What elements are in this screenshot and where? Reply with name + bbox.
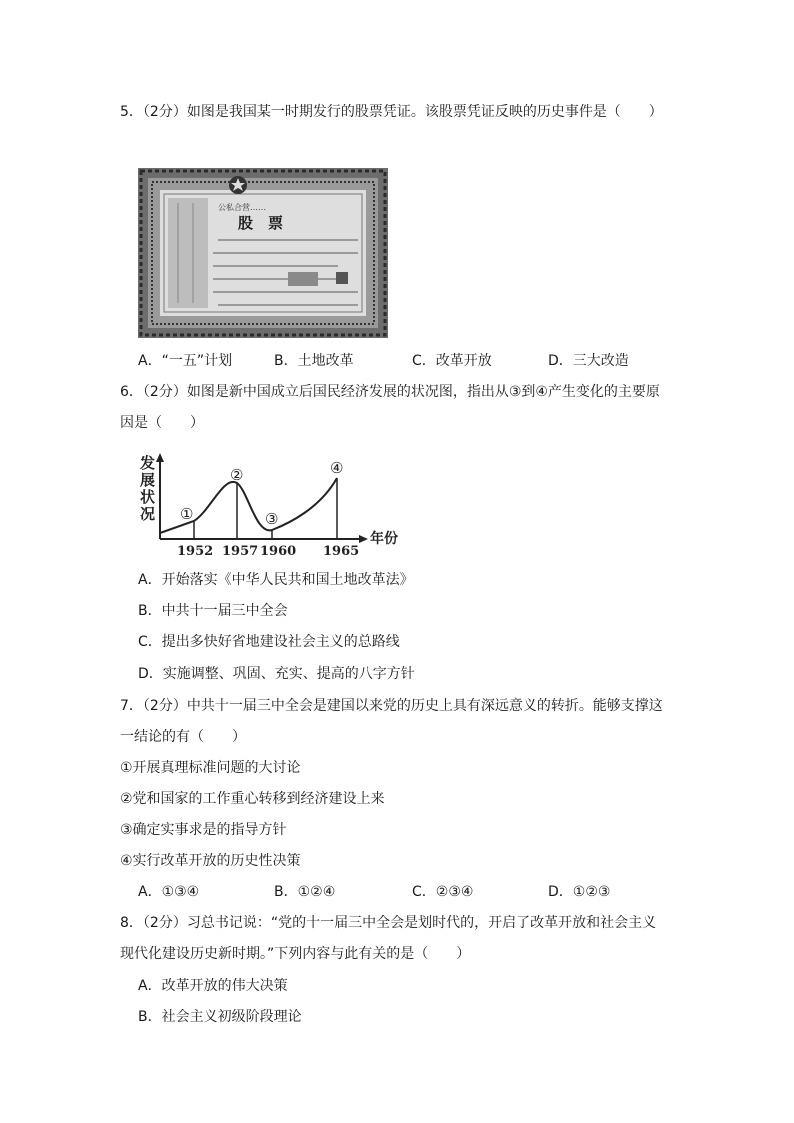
q7-item-2: ②党和国家的工作重心转移到经济建设上来 <box>120 791 385 807</box>
q8-stem-line2: 现代化建设历史新时期。”下列内容与此有关的是（ ） <box>120 946 471 962</box>
q5-option-c[interactable]: C．改革开放 <box>412 353 492 369</box>
q7-option-d[interactable]: D．①②③ <box>548 884 611 900</box>
q7-item-4: ④实行改革开放的历史性决策 <box>120 853 301 869</box>
q5-option-a[interactable]: A．“一五”计划 <box>138 353 233 369</box>
point-label-2: ② <box>230 466 244 484</box>
q7-item-3: ③确定实事求是的指导方针 <box>120 822 287 838</box>
y-axis-arrow <box>156 453 164 462</box>
q7-option-c[interactable]: C．②③④ <box>412 884 474 900</box>
q5-stem: 5．（2分）如图是我国某一时期发行的股票凭证。该股票凭证反映的历史事件是（ ） <box>120 104 663 120</box>
y-label-1: 发 <box>140 454 156 472</box>
economic-development-graph <box>140 453 410 558</box>
year-tick-1957: 1957 <box>222 544 259 558</box>
y-label-4: 况 <box>140 505 156 523</box>
x-axis-label: 年份 <box>370 531 398 547</box>
q7-option-b[interactable]: B．①②④ <box>274 884 336 900</box>
stock-certificate-image <box>138 168 388 338</box>
q5-option-b[interactable]: B．土地改革 <box>274 353 354 369</box>
q8-option-a[interactable]: A．改革开放的伟大决策 <box>138 978 288 994</box>
year-tick-1952: 1952 <box>177 544 214 558</box>
point-label-3: ③ <box>265 510 279 528</box>
year-tick-1965: 1965 <box>323 544 360 558</box>
svg-text:公私合营……: 公私合营…… <box>218 203 266 212</box>
q6-stem-line2: 因是（ ） <box>120 415 204 431</box>
q6-stem-line1: 6．（2分）如图是新中国成立后国民经济发展的状况图，指出从③到④产生变化的主要原 <box>120 384 660 400</box>
q5-option-d[interactable]: D．三大改造 <box>548 353 629 369</box>
q8-option-b[interactable]: B．社会主义初级阶段理论 <box>138 1009 302 1025</box>
q6-option-d[interactable]: D．实施调整、巩固、充实、提高的八字方针 <box>138 666 415 682</box>
q6-option-c[interactable]: C．提出多快好省地建设社会主义的总路线 <box>138 634 400 650</box>
q6-option-a[interactable]: A．开始落实《中华人民共和国土地改革法》 <box>138 572 414 588</box>
q7-stem-line2: 一结论的有（ ） <box>120 729 246 745</box>
q8-stem-line1: 8．（2分）习总书记说：“党的十一届三中全会是划时代的，开启了改革开放和社会主义 <box>120 915 657 931</box>
q7-option-a[interactable]: A．①③④ <box>138 884 200 900</box>
y-label-2: 展 <box>140 471 156 489</box>
year-tick-1960: 1960 <box>260 544 297 558</box>
certificate-title: 股 票 <box>238 214 284 232</box>
q7-stem-line1: 7．（2分）中共十一届三中全会是建国以来党的历史上具有深远意义的转折。能够支撑这 <box>120 698 663 714</box>
point-label-1: ① <box>180 505 194 523</box>
point-label-4: ④ <box>330 459 344 477</box>
q7-item-1: ①开展真理标准问题的大讨论 <box>120 760 301 776</box>
x-axis-arrow <box>359 535 368 543</box>
y-label-3: 状 <box>140 488 156 506</box>
q6-option-b[interactable]: B．中共十一届三中全会 <box>138 603 288 619</box>
